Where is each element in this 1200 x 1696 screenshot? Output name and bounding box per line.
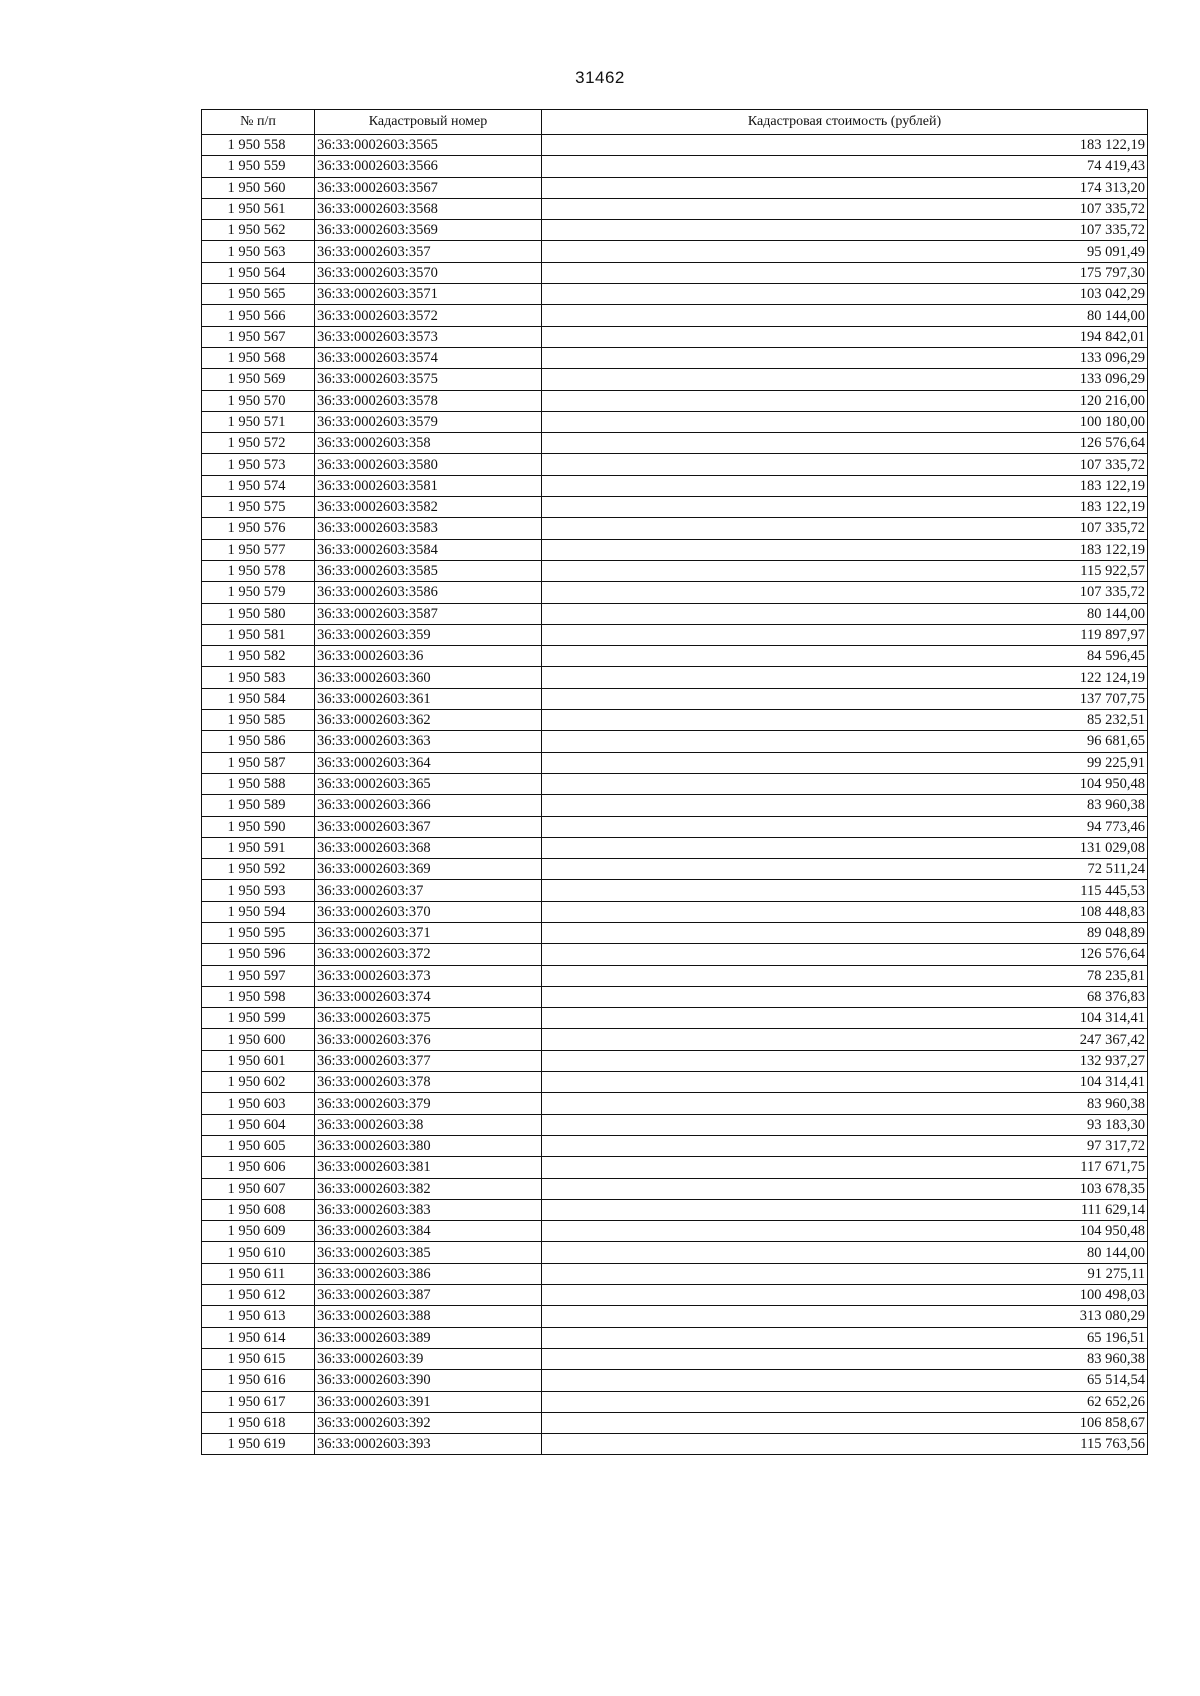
cadastral-number-cell: 36:33:0002603:3584 — [315, 539, 542, 560]
row-number-cell: 1 950 585 — [202, 710, 315, 731]
row-number-cell: 1 950 612 — [202, 1285, 315, 1306]
row-number-cell: 1 950 568 — [202, 347, 315, 368]
cadastral-number-cell: 36:33:0002603:3566 — [315, 156, 542, 177]
table-row — [202, 1348, 1148, 1369]
table-body — [202, 135, 1148, 1455]
cadastral-number-cell: 36:33:0002603:376 — [315, 1029, 542, 1050]
cadastral-value-cell: 83 960,38 — [542, 795, 1148, 816]
table-row — [202, 454, 1148, 475]
cadastral-number-cell: 36:33:0002603:371 — [315, 922, 542, 943]
table-row — [202, 390, 1148, 411]
table-row — [202, 1306, 1148, 1327]
table-row — [202, 1199, 1148, 1220]
cadastral-number-cell: 36:33:0002603:3579 — [315, 411, 542, 432]
table-row — [202, 773, 1148, 794]
row-number-cell: 1 950 614 — [202, 1327, 315, 1348]
cadastral-number-cell: 36:33:0002603:373 — [315, 965, 542, 986]
table-row — [202, 688, 1148, 709]
table-row — [202, 837, 1148, 858]
table-row — [202, 1093, 1148, 1114]
row-number-cell: 1 950 591 — [202, 837, 315, 858]
cadastral-number-cell: 36:33:0002603:369 — [315, 859, 542, 880]
table-row — [202, 1242, 1148, 1263]
row-number-cell: 1 950 563 — [202, 241, 315, 262]
cadastral-number-cell: 36:33:0002603:384 — [315, 1221, 542, 1242]
cadastral-number-cell: 36:33:0002603:36 — [315, 646, 542, 667]
cadastral-value-cell: 111 629,14 — [542, 1199, 1148, 1220]
row-number-cell: 1 950 584 — [202, 688, 315, 709]
table-row — [202, 369, 1148, 390]
row-number-cell: 1 950 588 — [202, 773, 315, 794]
row-number-cell: 1 950 580 — [202, 603, 315, 624]
row-number-cell: 1 950 561 — [202, 198, 315, 219]
cadastral-number-cell: 36:33:0002603:370 — [315, 901, 542, 922]
cadastral-value-cell: 174 313,20 — [542, 177, 1148, 198]
row-number-cell: 1 950 616 — [202, 1370, 315, 1391]
cadastral-number-cell: 36:33:0002603:359 — [315, 624, 542, 645]
cadastral-value-cell: 108 448,83 — [542, 901, 1148, 922]
cadastral-value-cell: 106 858,67 — [542, 1412, 1148, 1433]
row-number-cell: 1 950 565 — [202, 284, 315, 305]
cadastral-number-cell: 36:33:0002603:378 — [315, 1072, 542, 1093]
cadastral-value-cell: 68 376,83 — [542, 986, 1148, 1007]
cadastral-value-cell: 131 029,08 — [542, 837, 1148, 858]
row-number-cell: 1 950 611 — [202, 1263, 315, 1284]
table-row — [202, 944, 1148, 965]
row-number-cell: 1 950 601 — [202, 1050, 315, 1071]
row-number-cell: 1 950 594 — [202, 901, 315, 922]
cadastral-value-cell: 94 773,46 — [542, 816, 1148, 837]
cadastral-value-cell: 313 080,29 — [542, 1306, 1148, 1327]
cadastral-number-cell: 36:33:0002603:3575 — [315, 369, 542, 390]
cadastral-value-cell: 72 511,24 — [542, 859, 1148, 880]
cadastral-number-cell: 36:33:0002603:3567 — [315, 177, 542, 198]
row-number-cell: 1 950 604 — [202, 1114, 315, 1135]
table-row — [202, 560, 1148, 581]
cadastral-value-cell: 115 922,57 — [542, 560, 1148, 581]
table-row — [202, 603, 1148, 624]
row-number-cell: 1 950 596 — [202, 944, 315, 965]
cadastral-value-cell: 95 091,49 — [542, 241, 1148, 262]
cadastral-number-cell: 36:33:0002603:3570 — [315, 262, 542, 283]
cadastral-value-cell: 104 314,41 — [542, 1008, 1148, 1029]
table-row — [202, 347, 1148, 368]
table-row — [202, 667, 1148, 688]
cadastral-number-cell: 36:33:0002603:385 — [315, 1242, 542, 1263]
table-row — [202, 475, 1148, 496]
table-row — [202, 241, 1148, 262]
table-row — [202, 731, 1148, 752]
table-row — [202, 1029, 1148, 1050]
cadastral-number-cell: 36:33:0002603:374 — [315, 986, 542, 1007]
table-row — [202, 986, 1148, 1007]
row-number-cell: 1 950 577 — [202, 539, 315, 560]
cadastral-number-cell: 36:33:0002603:375 — [315, 1008, 542, 1029]
column-header-cadastral-number: Кадастровый номер — [315, 110, 542, 135]
row-number-cell: 1 950 576 — [202, 518, 315, 539]
cadastral-number-cell: 36:33:0002603:3565 — [315, 135, 542, 156]
cadastral-value-cell: 65 514,54 — [542, 1370, 1148, 1391]
cadastral-number-cell: 36:33:0002603:3580 — [315, 454, 542, 475]
cadastral-value-cell: 107 335,72 — [542, 518, 1148, 539]
cadastral-number-cell: 36:33:0002603:388 — [315, 1306, 542, 1327]
cadastral-number-cell: 36:33:0002603:363 — [315, 731, 542, 752]
table-row — [202, 284, 1148, 305]
cadastral-value-cell: 91 275,11 — [542, 1263, 1148, 1284]
row-number-cell: 1 950 582 — [202, 646, 315, 667]
row-number-cell: 1 950 574 — [202, 475, 315, 496]
cadastral-number-cell: 36:33:0002603:362 — [315, 710, 542, 731]
cadastral-number-cell: 36:33:0002603:389 — [315, 1327, 542, 1348]
row-number-cell: 1 950 559 — [202, 156, 315, 177]
table-row — [202, 901, 1148, 922]
cadastral-value-cell: 62 652,26 — [542, 1391, 1148, 1412]
row-number-cell: 1 950 566 — [202, 305, 315, 326]
cadastral-value-cell: 107 335,72 — [542, 198, 1148, 219]
cadastral-value-cell: 119 897,97 — [542, 624, 1148, 645]
row-number-cell: 1 950 603 — [202, 1093, 315, 1114]
row-number-cell: 1 950 578 — [202, 560, 315, 581]
cadastral-number-cell: 36:33:0002603:3581 — [315, 475, 542, 496]
cadastral-number-cell: 36:33:0002603:367 — [315, 816, 542, 837]
table-row — [202, 156, 1148, 177]
cadastral-value-cell: 100 498,03 — [542, 1285, 1148, 1306]
cadastral-number-cell: 36:33:0002603:380 — [315, 1135, 542, 1156]
row-number-cell: 1 950 615 — [202, 1348, 315, 1369]
row-number-cell: 1 950 564 — [202, 262, 315, 283]
row-number-cell: 1 950 605 — [202, 1135, 315, 1156]
row-number-cell: 1 950 562 — [202, 220, 315, 241]
page-number: 31462 — [575, 68, 625, 87]
cadastral-number-cell: 36:33:0002603:391 — [315, 1391, 542, 1412]
cadastral-number-cell: 36:33:0002603:365 — [315, 773, 542, 794]
cadastral-number-cell: 36:33:0002603:3583 — [315, 518, 542, 539]
cadastral-value-cell: 132 937,27 — [542, 1050, 1148, 1071]
cadastral-number-cell: 36:33:0002603:3571 — [315, 284, 542, 305]
table-row — [202, 1391, 1148, 1412]
row-number-cell: 1 950 600 — [202, 1029, 315, 1050]
cadastral-value-cell: 80 144,00 — [542, 603, 1148, 624]
cadastral-value-cell: 183 122,19 — [542, 539, 1148, 560]
table-row — [202, 752, 1148, 773]
cadastral-number-cell: 36:33:0002603:379 — [315, 1093, 542, 1114]
cadastral-value-cell: 80 144,00 — [542, 305, 1148, 326]
cadastral-number-cell: 36:33:0002603:366 — [315, 795, 542, 816]
cadastral-value-cell: 247 367,42 — [542, 1029, 1148, 1050]
row-number-cell: 1 950 560 — [202, 177, 315, 198]
cadastral-number-cell: 36:33:0002603:3585 — [315, 560, 542, 581]
cadastral-value-cell: 83 960,38 — [542, 1348, 1148, 1369]
table-row — [202, 1370, 1148, 1391]
table-row — [202, 795, 1148, 816]
cadastral-number-cell: 36:33:0002603:361 — [315, 688, 542, 709]
cadastral-number-cell: 36:33:0002603:392 — [315, 1412, 542, 1433]
cadastral-value-cell: 175 797,30 — [542, 262, 1148, 283]
table-row — [202, 411, 1148, 432]
cadastral-number-cell: 36:33:0002603:38 — [315, 1114, 542, 1135]
table-row — [202, 497, 1148, 518]
row-number-cell: 1 950 570 — [202, 390, 315, 411]
row-number-cell: 1 950 617 — [202, 1391, 315, 1412]
cadastral-value-cell: 84 596,45 — [542, 646, 1148, 667]
cadastral-value-cell: 104 950,48 — [542, 1221, 1148, 1242]
table-row — [202, 922, 1148, 943]
cadastral-value-cell: 126 576,64 — [542, 433, 1148, 454]
cadastral-number-cell: 36:33:0002603:39 — [315, 1348, 542, 1369]
cadastral-value-cell: 104 314,41 — [542, 1072, 1148, 1093]
table-row — [202, 1263, 1148, 1284]
cadastral-value-cell: 97 317,72 — [542, 1135, 1148, 1156]
table-row — [202, 624, 1148, 645]
table-row — [202, 198, 1148, 219]
row-number-cell: 1 950 609 — [202, 1221, 315, 1242]
cadastral-value-cell: 194 842,01 — [542, 326, 1148, 347]
row-number-cell: 1 950 573 — [202, 454, 315, 475]
cadastral-value-cell: 115 763,56 — [542, 1434, 1148, 1455]
cadastral-value-cell: 80 144,00 — [542, 1242, 1148, 1263]
cadastral-value-cell: 183 122,19 — [542, 475, 1148, 496]
row-number-cell: 1 950 619 — [202, 1434, 315, 1455]
cadastral-number-cell: 36:33:0002603:382 — [315, 1178, 542, 1199]
table-row — [202, 1285, 1148, 1306]
table-row — [202, 262, 1148, 283]
table-row — [202, 177, 1148, 198]
row-number-cell: 1 950 597 — [202, 965, 315, 986]
cadastral-number-cell: 36:33:0002603:390 — [315, 1370, 542, 1391]
table-row — [202, 305, 1148, 326]
cadastral-number-cell: 36:33:0002603:3568 — [315, 198, 542, 219]
cadastral-number-cell: 36:33:0002603:3573 — [315, 326, 542, 347]
column-header-cadastral-value: Кадастровая стоимость (рублей) — [542, 110, 1148, 135]
table-row — [202, 1135, 1148, 1156]
cadastral-value-cell: 96 681,65 — [542, 731, 1148, 752]
row-number-cell: 1 950 610 — [202, 1242, 315, 1263]
cadastral-value-cell: 120 216,00 — [542, 390, 1148, 411]
table-header-row — [202, 110, 1148, 135]
table-row — [202, 1114, 1148, 1135]
cadastral-value-cell: 115 445,53 — [542, 880, 1148, 901]
table-row — [202, 582, 1148, 603]
table-row — [202, 859, 1148, 880]
table-row — [202, 816, 1148, 837]
cadastral-value-cell: 85 232,51 — [542, 710, 1148, 731]
cadastral-value-cell: 99 225,91 — [542, 752, 1148, 773]
cadastral-number-cell: 36:33:0002603:3569 — [315, 220, 542, 241]
cadastral-value-cell: 117 671,75 — [542, 1157, 1148, 1178]
table-row — [202, 518, 1148, 539]
cadastral-number-cell: 36:33:0002603:386 — [315, 1263, 542, 1284]
row-number-cell: 1 950 579 — [202, 582, 315, 603]
cadastral-number-cell: 36:33:0002603:387 — [315, 1285, 542, 1306]
cadastral-value-cell: 78 235,81 — [542, 965, 1148, 986]
row-number-cell: 1 950 595 — [202, 922, 315, 943]
row-number-cell: 1 950 589 — [202, 795, 315, 816]
table-row — [202, 646, 1148, 667]
row-number-cell: 1 950 602 — [202, 1072, 315, 1093]
row-number-cell: 1 950 567 — [202, 326, 315, 347]
table-row — [202, 1434, 1148, 1455]
cadastral-value-cell: 183 122,19 — [542, 497, 1148, 518]
row-number-cell: 1 950 558 — [202, 135, 315, 156]
cadastral-number-cell: 36:33:0002603:393 — [315, 1434, 542, 1455]
row-number-cell: 1 950 613 — [202, 1306, 315, 1327]
table-row — [202, 880, 1148, 901]
table-row — [202, 1157, 1148, 1178]
row-number-cell: 1 950 572 — [202, 433, 315, 454]
cadastral-value-cell: 93 183,30 — [542, 1114, 1148, 1135]
row-number-cell: 1 950 590 — [202, 816, 315, 837]
cadastral-number-cell: 36:33:0002603:357 — [315, 241, 542, 262]
table-row — [202, 433, 1148, 454]
cadastral-value-cell: 183 122,19 — [542, 135, 1148, 156]
cadastral-number-cell: 36:33:0002603:368 — [315, 837, 542, 858]
table-row — [202, 710, 1148, 731]
table-row — [202, 135, 1148, 156]
row-number-cell: 1 950 598 — [202, 986, 315, 1007]
row-number-cell: 1 950 569 — [202, 369, 315, 390]
cadastral-value-cell: 137 707,75 — [542, 688, 1148, 709]
row-number-cell: 1 950 587 — [202, 752, 315, 773]
cadastral-value-cell: 107 335,72 — [542, 582, 1148, 603]
row-number-cell: 1 950 571 — [202, 411, 315, 432]
cadastral-value-cell: 133 096,29 — [542, 347, 1148, 368]
row-number-cell: 1 950 599 — [202, 1008, 315, 1029]
table-row — [202, 1412, 1148, 1433]
cadastral-value-cell: 100 180,00 — [542, 411, 1148, 432]
cadastral-value-table — [201, 109, 1148, 1455]
row-number-cell: 1 950 581 — [202, 624, 315, 645]
column-header-number: № п/п — [202, 110, 315, 135]
cadastral-number-cell: 36:33:0002603:3578 — [315, 390, 542, 411]
row-number-cell: 1 950 592 — [202, 859, 315, 880]
row-number-cell: 1 950 607 — [202, 1178, 315, 1199]
table-row — [202, 539, 1148, 560]
cadastral-value-cell: 122 124,19 — [542, 667, 1148, 688]
cadastral-number-cell: 36:33:0002603:3574 — [315, 347, 542, 368]
cadastral-number-cell: 36:33:0002603:372 — [315, 944, 542, 965]
cadastral-value-cell: 107 335,72 — [542, 220, 1148, 241]
cadastral-value-cell: 104 950,48 — [542, 773, 1148, 794]
cadastral-value-cell: 126 576,64 — [542, 944, 1148, 965]
cadastral-value-cell: 83 960,38 — [542, 1093, 1148, 1114]
cadastral-number-cell: 36:33:0002603:3572 — [315, 305, 542, 326]
cadastral-value-cell: 65 196,51 — [542, 1327, 1148, 1348]
table-row — [202, 965, 1148, 986]
table-row — [202, 1050, 1148, 1071]
cadastral-number-cell: 36:33:0002603:383 — [315, 1199, 542, 1220]
table-row — [202, 326, 1148, 347]
row-number-cell: 1 950 593 — [202, 880, 315, 901]
cadastral-number-cell: 36:33:0002603:3586 — [315, 582, 542, 603]
row-number-cell: 1 950 583 — [202, 667, 315, 688]
cadastral-number-cell: 36:33:0002603:364 — [315, 752, 542, 773]
row-number-cell: 1 950 586 — [202, 731, 315, 752]
table-row — [202, 1072, 1148, 1093]
table-row — [202, 1327, 1148, 1348]
cadastral-number-cell: 36:33:0002603:3582 — [315, 497, 542, 518]
cadastral-number-cell: 36:33:0002603:377 — [315, 1050, 542, 1071]
table-row — [202, 220, 1148, 241]
cadastral-value-cell: 103 678,35 — [542, 1178, 1148, 1199]
cadastral-number-cell: 36:33:0002603:381 — [315, 1157, 542, 1178]
table-row — [202, 1221, 1148, 1242]
cadastral-number-cell: 36:33:0002603:360 — [315, 667, 542, 688]
cadastral-value-cell: 133 096,29 — [542, 369, 1148, 390]
cadastral-number-cell: 36:33:0002603:3587 — [315, 603, 542, 624]
table-row — [202, 1178, 1148, 1199]
cadastral-value-cell: 107 335,72 — [542, 454, 1148, 475]
row-number-cell: 1 950 618 — [202, 1412, 315, 1433]
cadastral-value-cell: 103 042,29 — [542, 284, 1148, 305]
row-number-cell: 1 950 606 — [202, 1157, 315, 1178]
cadastral-number-cell: 36:33:0002603:358 — [315, 433, 542, 454]
table-row — [202, 1008, 1148, 1029]
row-number-cell: 1 950 608 — [202, 1199, 315, 1220]
cadastral-number-cell: 36:33:0002603:37 — [315, 880, 542, 901]
row-number-cell: 1 950 575 — [202, 497, 315, 518]
cadastral-value-cell: 89 048,89 — [542, 922, 1148, 943]
cadastral-value-cell: 74 419,43 — [542, 156, 1148, 177]
